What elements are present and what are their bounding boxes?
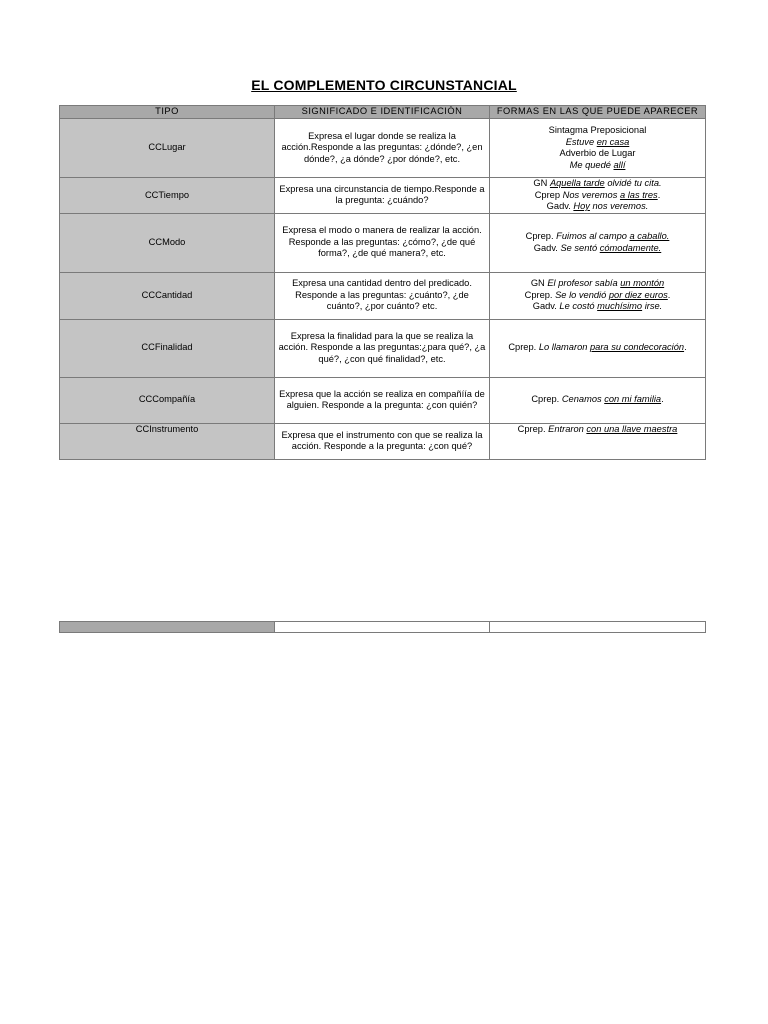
- table-row: [60, 213, 706, 272]
- significado-cell: Expresa una circunstancia de tiempo.Responde a la pregunta: ¿cuándo?: [275, 178, 490, 214]
- forma-line: Gadv. Se sentó cómodamente.: [533, 242, 662, 253]
- tipo-cell: CCFinalidad: [60, 319, 275, 377]
- forma-line: Sintagma Preposicional: [548, 125, 647, 135]
- forma-line: GN El profesor sabía un montón: [530, 278, 665, 289]
- formas-cell: [490, 213, 706, 272]
- table-row: [60, 377, 706, 423]
- forma-line: Cprep. Fuimos al campo a caballo.: [525, 231, 670, 241]
- significado-cell: Expresa el modo o manera de realizar la acción. Responde a las preguntas: ¿cómo?, ¿de qué forma?, ¿de qué manera?, etc.: [275, 213, 490, 272]
- header-row: [60, 106, 706, 119]
- formas-cell: [490, 423, 706, 459]
- forma-line: Cprep. Cenamos con mi familia.: [531, 394, 664, 405]
- formas-cell: [490, 178, 706, 214]
- forma-line: GN Aquella tarde olvidé tu cita.: [533, 178, 662, 188]
- forma-line: Estuve en casa: [565, 136, 630, 147]
- forma-line: Gadv. Le costó muchísimo irse.: [532, 301, 663, 312]
- table-row: [60, 272, 706, 319]
- header-tipo: TIPO: [60, 106, 275, 119]
- empty-cell: [275, 622, 490, 633]
- tipo-cell: CCCompañía: [60, 377, 275, 423]
- significado-cell: Expresa que el instrumento con que se realiza la acción. Responde a la pregunta: ¿con qué?: [275, 423, 490, 459]
- tipo-cell: CCLugar: [60, 119, 275, 178]
- significado-cell: Expresa que la acción se realiza en compañíía de alguien. Responde a la pregunta: ¿con quién?: [275, 377, 490, 423]
- significado-cell: Expresa el lugar donde se realiza la acción.Responde a las preguntas: ¿dónde?, ¿en dónde?, ¿a dónde? ¿por dónde?, etc.: [275, 119, 490, 178]
- document-title: EL COMPLEMENTO CIRCUNSTANCIAL: [251, 77, 517, 93]
- forma-line: Me quedé allí: [569, 159, 626, 170]
- forma-line: Cprep. Se lo vendió por diez euros.: [524, 289, 671, 300]
- tipo-cell: CCTiempo: [60, 178, 275, 214]
- tipo-cell: CCInstrumento: [60, 423, 275, 459]
- forma-line: Cprep. Entraron con una llave maestra: [517, 423, 678, 434]
- tipo-cell: CCModo: [60, 213, 275, 272]
- forma-line: Gadv. Hoy nos veremos.: [546, 201, 649, 211]
- forma-line: Cprep Nos veremos a las tres.: [534, 189, 661, 200]
- empty-cell: [490, 622, 706, 633]
- empty-table-row: [59, 621, 706, 633]
- header-formas: FORMAS EN LAS QUE PUEDE APARECER: [490, 106, 706, 119]
- forma-line: Cprep. Lo llamaron para su condecoración.: [508, 342, 687, 353]
- complemento-table: [59, 105, 706, 460]
- empty-cell: [60, 622, 275, 633]
- header-significado: SIGNIFICADO E IDENTIFICACIÓN: [275, 106, 490, 119]
- significado-cell: Expresa la finalidad para la que se realiza la acción. Responde a las preguntas:¿para qué?, ¿a qué?, ¿con qué finalidad?, etc.: [275, 319, 490, 377]
- formas-cell: [490, 319, 706, 377]
- forma-line: Adverbio de Lugar: [559, 148, 636, 158]
- significado-cell: Expresa una cantidad dentro del predicado. Responde a las preguntas: ¿cuánto?, ¿de cuánto?, ¿por cuánto? etc.: [275, 272, 490, 319]
- table-row: [60, 178, 706, 214]
- formas-cell: [490, 272, 706, 319]
- tipo-cell: CCCantidad: [60, 272, 275, 319]
- table-row: [60, 319, 706, 377]
- table-row: [60, 119, 706, 178]
- formas-cell: [490, 119, 706, 178]
- formas-cell: [490, 377, 706, 423]
- table-row: [60, 423, 706, 459]
